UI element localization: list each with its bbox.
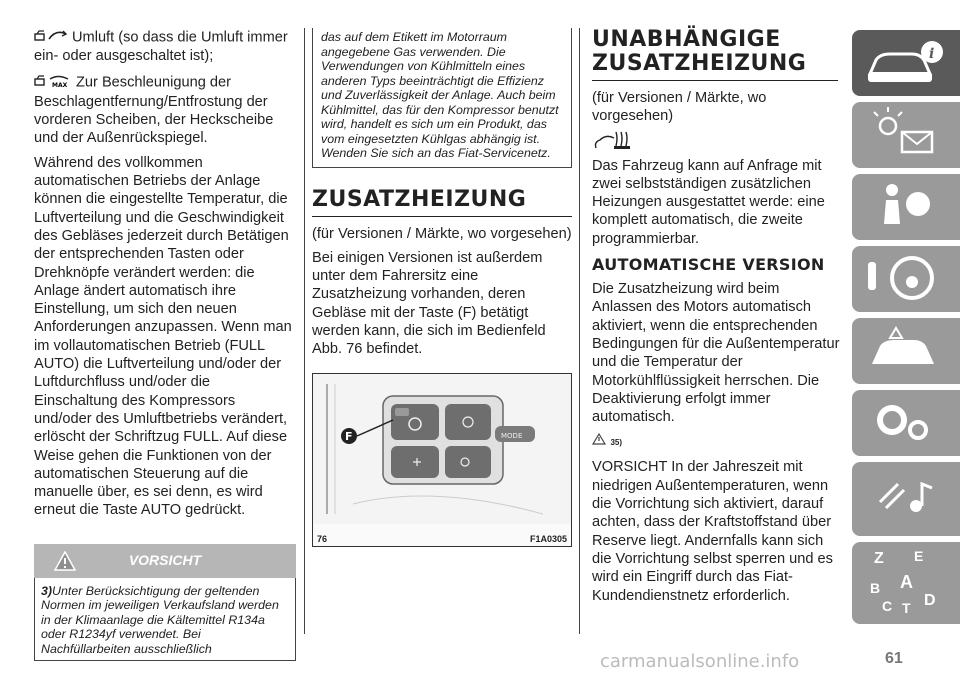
- warning-box-continued: [312, 28, 572, 168]
- car-info-icon: [852, 30, 952, 96]
- heater-icon: [592, 130, 840, 155]
- tab-breakdown[interactable]: [852, 318, 960, 384]
- warning-lights-icon: [852, 102, 952, 168]
- column-1: [34, 28, 296, 661]
- tab-car-info[interactable]: [852, 30, 960, 96]
- warning-triangle-icon: [592, 432, 606, 449]
- tab-steering[interactable]: [852, 246, 960, 312]
- figure-76: [312, 373, 572, 547]
- list-item: MAX Zur Beschleunigung der Beschlagentfernung/Entfrostung der vorderen Scheiben, der Heckscheibe und der Außenrückspiegel.: [34, 72, 296, 148]
- warning-text: 3)Unter Berücksichtigung der geltenden Normen im jeweiligen Verkaufsland werden in der Klimaanlage die Kältemittel R134a oder R1234yf verwendet. Bei Nachfüllarbeiten ausschließlich: [41, 583, 279, 656]
- callout-f: F: [345, 429, 353, 443]
- airbag-icon: [852, 174, 952, 240]
- multimedia-icon: [852, 462, 952, 536]
- paragraph: (für Versionen / Märkte, wo vorgesehen): [312, 225, 572, 242]
- warning-title: VORSICHT: [128, 551, 202, 568]
- column-3: [592, 28, 840, 611]
- paragraph: VORSICHT In der Jahreszeit mit niedrigen Außentemperaturen, wenn die Vorrichtung sich aktiviert, darauf achten, dass der Kraftstoffstand über Reserve liegt. Andernfalls kann sich die Vorrichtung selbst sperren und es wird ein Eingriff durch das Fiat-Kundendienstnetz erforderlich.: [592, 459, 833, 604]
- column-2: [312, 28, 572, 547]
- tab-warning-lights[interactable]: [852, 102, 960, 168]
- warning-box: [34, 578, 296, 662]
- paragraph: Während des vollkommen automatischen Betriebs der Anlage können die eingestellte Temperatur, die Luftverteilung und die Geschwindigkeit des Gebläses jederzeit durch Betätigen der entsprechenden Tasten oder Drehknöpfe verändert werden: die Anlage ändert automatisch ihre Einstellung, um sich den neuen Anforderungen anzupassen. Wenn man im vollautomatischen Betrieb (FULL AUTO) die Luftverteilung und/oder der Luftdurchfluss und/oder die Einschaltung des Kompressors und/oder des Umluftbetriebs verändert, erlöscht der Schriftzug FULL. Auf diese Weise gehen die Funktionen von der automatischen Steuerung auf die manuelle über, es sei denn, es wird erneut die Taste AUTO gedrückt.: [34, 154, 292, 519]
- recirculation-icon: [34, 28, 68, 47]
- steering-icon: [852, 246, 952, 312]
- figure-number: 76: [317, 533, 328, 544]
- figure-code: F1A0305: [529, 533, 567, 544]
- paragraph: Das Fahrzeug kann auf Anfrage mit zwei selbstständigen zusätzlichen Heizungen ausgestattet werde: eine komplett automatisch, die zweite programmierbar.: [592, 157, 825, 247]
- section-heading: UNABHÄNGIGE ZUSATZHEIZUNG: [592, 28, 838, 81]
- tab-multimedia[interactable]: [852, 462, 960, 536]
- paragraph: Bei einigen Versionen ist außerdem unter dem Fahrersitz eine Zusatzheizung vorhanden, deren Gebläse mit der Taste (F) betätigt werden kann, die sich im Bedienfeld Abb. 76 befindet.: [312, 249, 546, 358]
- section-heading: ZUSATZHEIZUNG: [312, 188, 572, 217]
- control-panel-illustration: [313, 374, 571, 524]
- figure-caption: [317, 534, 567, 544]
- tab-index[interactable]: [852, 542, 960, 624]
- mode-label: MODE: [501, 431, 523, 440]
- subsection-heading: AUTOMATISCHE VERSION: [592, 255, 825, 275]
- warning-reference: 35): [592, 432, 840, 450]
- warning-header: [34, 544, 296, 578]
- paragraph: (für Versionen / Märkte, wo vorgesehen): [592, 90, 767, 125]
- svg-text:MAX: MAX: [52, 81, 68, 88]
- warning-text-continued: das auf dem Etikett im Motorraum angegebene Gas verwenden. Die Verwendungen von Kühlmitteln eines anderen Typs beeinträchtigt die Effizienz und Zuverlässigkeit der Anlage. Auch beim Kühlmittel, das für den Kompressor benutzt wird, handelt es sich um ein Produkt, das vom eingesetzten Kühlgas abhängig ist. Wenden Sie sich an das Fiat-Servicenetz.: [321, 30, 559, 160]
- maintenance-icon: [852, 390, 952, 456]
- index-icon: Z E A B C T D: [870, 548, 936, 616]
- list-item: Umluft (so dass die Umluft immer ein- oder ausgeschaltet ist);: [34, 29, 288, 65]
- tab-airbag[interactable]: [852, 174, 960, 240]
- column-divider: [579, 28, 580, 634]
- breakdown-icon: [852, 318, 952, 384]
- column-divider: [304, 28, 305, 634]
- watermark: carmanualsonline.info: [600, 651, 800, 672]
- svg-text:i: i: [929, 46, 935, 62]
- paragraph: Die Zusatzheizung wird beim Anlassen des Motors automatisch aktiviert, wenn die entsprechenden Bedingungen für die Außentemperatur und die Temperatur der Motorkühlflüssigkeit herrschen. Die Deaktivierung erfolgt immer automatisch.: [592, 281, 840, 426]
- defrost-icon: [34, 72, 72, 93]
- page-number: 61: [885, 650, 903, 667]
- tab-maintenance[interactable]: [852, 390, 960, 456]
